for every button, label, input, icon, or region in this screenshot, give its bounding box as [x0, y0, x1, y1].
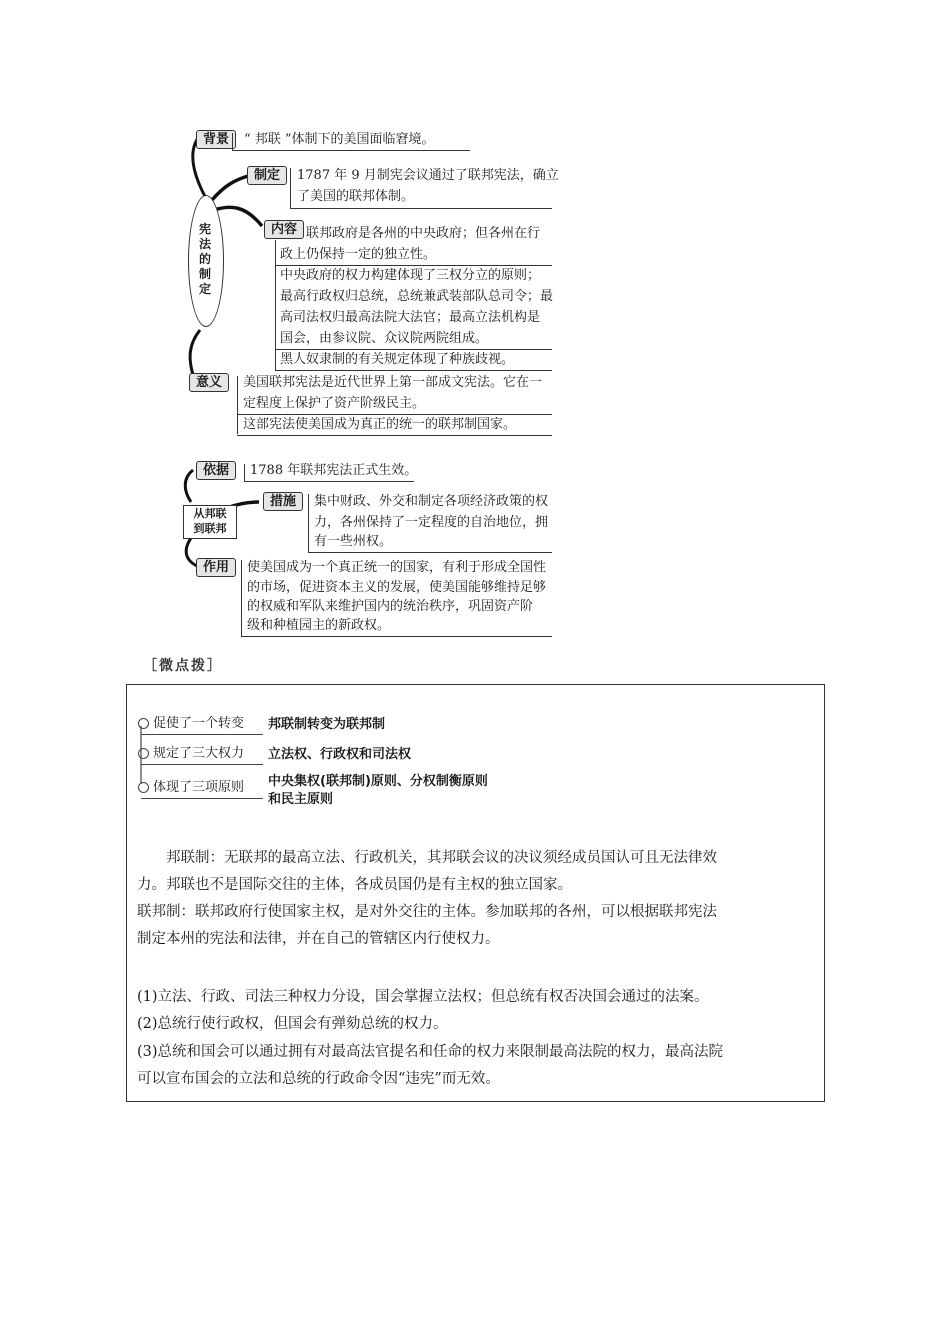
point2: (2)总统行使行政权，但国会有弹劾总统的权力。 [137, 1016, 448, 1032]
content-bracket [275, 240, 276, 370]
content-item3: 黑人奴隶制的有关规定体现了种族歧视。 [280, 352, 515, 367]
tag-effect: 作用 [196, 558, 236, 577]
tip-rows-connector [136, 722, 146, 788]
significance-item2-underline [237, 435, 552, 436]
tag-background: 背景 [196, 130, 236, 149]
effect-line-4: 级和种植园主的新政权。 [247, 618, 391, 633]
effect-line-1: 使美国成为一个真正统一的国家，有利于形成全国性 [247, 560, 547, 575]
significance-bracket [237, 376, 238, 434]
content-item2-line4: 国会，由参议院、众议院两院组成。 [280, 331, 489, 346]
background-bracket [232, 133, 233, 150]
making-line-2: 了美国的联邦体制。 [297, 189, 415, 204]
para1-line2: 力。邦联也不是国际交往的主体，各成员国仍是有主权的独立国家。 [137, 877, 572, 893]
measures-bracket [308, 494, 309, 552]
measures-line-2: 力，各州保持了一定程度的自治地位，拥 [314, 515, 549, 530]
tag-basis: 依据 [196, 461, 236, 480]
content-item2-line2: 最高行政权归总统，总统兼武装部队总司令；最 [280, 289, 554, 304]
measures-line-1: 集中财政、外交和制定各项经济政策的权 [314, 494, 549, 509]
tip-row3-label: 体现了三项原则 [141, 778, 263, 799]
tip-row1-value: 邦联制转变为联邦制 [268, 717, 386, 732]
para1-line1: 邦联制：无联邦的最高立法、行政机关，其邦联会议的决议须经成员国认可且无法律效 [166, 850, 717, 866]
significance-item1-line2: 定程度上保护了资产阶级民主。 [243, 396, 426, 411]
making-underline [290, 208, 552, 209]
effect-underline [241, 636, 552, 637]
background-text: “ 邦联 ”体制下的美国面临窘境。 [244, 132, 435, 147]
tag-significance: 意义 [189, 373, 229, 392]
basis-underline [244, 481, 414, 482]
para2-line2: 制定本州的宪法和法律，并在自己的管辖区内行使权力。 [137, 931, 500, 947]
diagram2-center-label: 从邦联 到联邦 [183, 505, 237, 539]
measures-line-3: 有一些州权。 [314, 534, 393, 549]
point3-line2: 可以宣布国会的立法和总统的行政命令因“违宪”而无效。 [137, 1071, 500, 1087]
tip-row1-label: 促使了一个转变 [141, 714, 263, 735]
making-bracket [290, 168, 291, 208]
content-item1-line2: 政上仍保持一定的独立性。 [280, 247, 437, 262]
effect-line-2: 的市场，促进资本主义的发展，使美国能够维持足够 [247, 580, 547, 595]
significance-item1-line1: 美国联邦宪法是近代世界上第一部成文宪法。它在一 [243, 375, 543, 390]
tip-row3-value2: 和民主原则 [268, 792, 334, 807]
significance-item2: 这部宪法使美国成为真正的统一的联邦制国家。 [243, 417, 517, 432]
tip-row2-label: 规定了三大权力 [141, 744, 263, 765]
basis-text: 1788 年联邦宪法正式生效。 [250, 463, 418, 478]
effect-bracket [241, 560, 242, 636]
para2-line1: 联邦制：联邦政府行使国家主权，是对外交往的主体。参加联邦的各州，可以根据联邦宪法 [137, 904, 717, 920]
content-item1-line1: 联邦政府是各州的中央政府；但各州在行 [306, 226, 541, 241]
tip-row2-value: 立法权、行政权和司法权 [268, 747, 412, 762]
tag-making: 制定 [247, 166, 287, 185]
making-line-1: 1787 年 9 月制宪会议通过了联邦宪法，确立 [297, 168, 559, 183]
tag-measures: 措施 [263, 492, 303, 511]
effect-line-3: 的权威和军队来维护国内的统治秩序，巩固资产阶 [247, 599, 534, 614]
content-item3-underline [275, 370, 552, 371]
tips-title: ［微点拨］ [143, 658, 223, 674]
diagram1-center-label: 宪 法 的 制 定 [198, 222, 211, 296]
measures-underline [308, 552, 552, 553]
background-underline [232, 150, 470, 151]
basis-bracket [244, 464, 245, 481]
tip-row3-value: 中央集权(联邦制)原则、分权制衡原则 [268, 774, 488, 789]
content-item2-line3: 高司法权归最高法院大法官；最高立法机构是 [280, 310, 541, 325]
tag-content: 内容 [264, 220, 304, 239]
content-item2-line1: 中央政府的权力构建体现了三权分立的原则； [280, 268, 541, 283]
point1: (1)立法、行政、司法三种权力分设，国会掌握立法权；但总统有权否决国会通过的法案。 [137, 989, 709, 1005]
point3-line1: (3)总统和国会可以通过拥有对最高法官提名和任命的权力来限制最高法院的权力，最高法院 [137, 1044, 724, 1060]
